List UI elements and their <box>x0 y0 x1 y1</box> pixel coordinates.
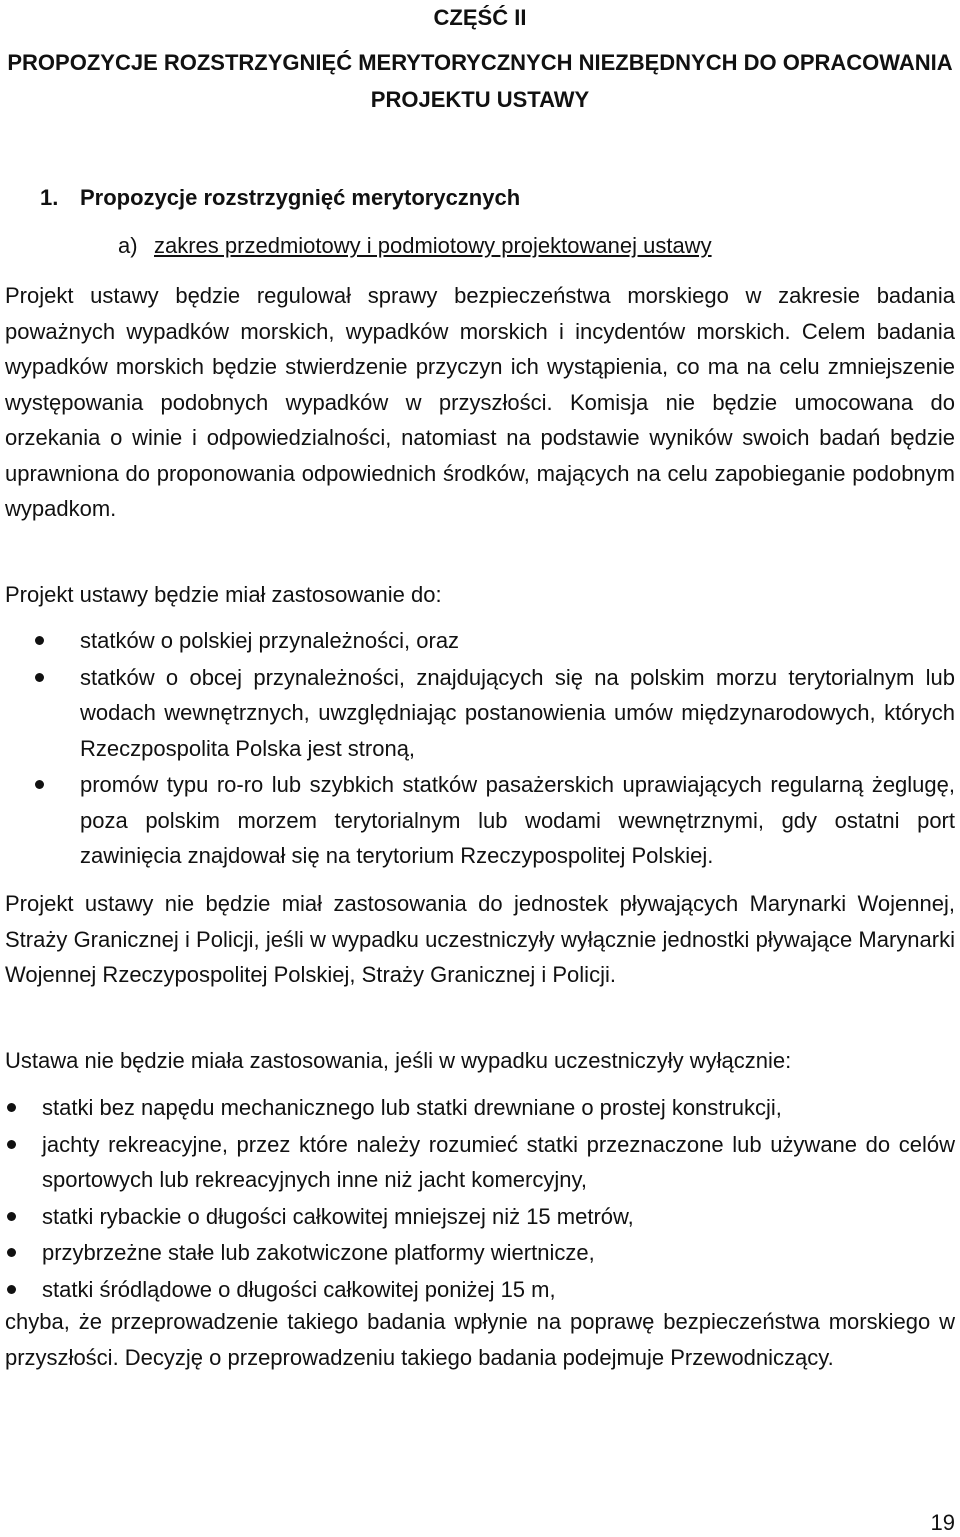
exclusions-intro-paragraph: Ustawa nie będzie miała zastosowania, jeśli w wypadku uczestniczyły wyłącznie: <box>5 1048 792 1073</box>
subsection-label: a) <box>118 233 138 258</box>
bullet-icon <box>7 1248 16 1257</box>
bullet-icon <box>7 1285 16 1294</box>
list-item <box>42 1127 955 1198</box>
page-number: 19 <box>930 1510 955 1535</box>
bullet-icon <box>7 1140 16 1149</box>
bullet-icon <box>35 636 44 645</box>
list-item <box>42 1199 955 1235</box>
list-item-text: jachty rekreacyjne, przez które należy rozumieć statki przeznaczone lub używane do celów sportowych lub rekreacyjnych inne niż jacht komercyjny, <box>42 1131 955 1192</box>
subsection-heading <box>118 228 712 264</box>
list-item-text: statki bez napędu mechanicznego lub statki drewniane o prostej konstrukcji, <box>42 1095 782 1120</box>
list-item <box>80 660 955 767</box>
subsection-title: zakres przedmiotowy i podmiotowy projektowanej ustawy <box>154 233 712 258</box>
list-item-text: statków o obcej przynależności, znajdujących się na polskim morzu terytorialnym lub wodach wewnętrznych, uwzględniając postanowienia umów międzynarodowych, których Rzeczpospolita Polska jest stroną, <box>80 664 955 761</box>
list-item <box>80 767 955 874</box>
closing-paragraph: chyba, że przeprowadzenie takiego badania wpłynie na poprawę bezpieczeństwa morskiego w przyszłości. Decyzję o przeprowadzeniu takiego badania podejmuje Przewodniczący. <box>5 1309 955 1370</box>
document-title: PROPOZYCJE ROZSTRZYGNIĘĆ MERYTORYCZNYCH NIEZBĘDNYCH DO OPRACOWANIA PROJEKTU USTAWY <box>7 50 953 112</box>
section-title: Propozycje rozstrzygnięć merytorycznych <box>80 185 521 210</box>
scope-paragraph: Projekt ustawy będzie regulował sprawy bezpieczeństwa morskiego w zakresie badania poważnych wypadków morskich, wypadków morskich i incydentów morskich. Celem badania wypadków morskich będzie stwierdzenie przyczyn ich wystąpienia, co ma na celu zmniejszenie występowania podobnych wypadków w przyszłości. Komisja nie będzie umocowana do orzekania o winie i odpowiedzialności, natomiast na podstawie wyników swoich badań będzie uprawniona do proponowania odpowiednich środków, mających na celu zapobieganie podobnym wypadkom. <box>5 283 955 521</box>
list-item <box>42 1090 955 1126</box>
list-item <box>42 1235 955 1271</box>
applies-intro-paragraph: Projekt ustawy będzie miał zastosowanie do: <box>5 582 442 607</box>
section-number: 1. <box>40 185 59 210</box>
bullet-icon <box>7 1103 16 1112</box>
bullet-icon <box>35 780 44 789</box>
bullet-icon <box>7 1212 16 1221</box>
list-item-text: przybrzeżne stałe lub zakotwiczone platformy wiertnicze, <box>42 1240 595 1265</box>
bullet-icon <box>35 673 44 682</box>
list-item <box>42 1272 955 1308</box>
part-heading: CZĘŚĆ II <box>433 5 527 30</box>
list-item-text: promów typu ro-ro lub szybkich statków pasażerskich uprawiających regularną żeglugę, poza polskim morzem terytorialnym lub wodami wewnętrznymi, gdy ostatni port zawinięcia znajdował się na terytorium Rzeczypospolitej Polskiej. <box>80 772 955 868</box>
list-item-text: statków o polskiej przynależności, oraz <box>80 628 460 653</box>
not-applies-paragraph: Projekt ustawy nie będzie miał zastosowania do jednostek pływających Marynarki Wojennej, Straży Granicznej i Policji, jeśli w wypadku uczestniczyły wyłącznie jednostki pływające Marynarki Wojennej Rzeczypospolitej Polskiej, Straży Granicznej i Policji. <box>5 891 955 987</box>
exclusions-list <box>42 1090 955 1307</box>
list-item-text: statki rybackie o długości całkowitej mniejszej niż 15 metrów, <box>42 1203 634 1229</box>
list-item <box>80 623 955 659</box>
applies-list <box>80 623 955 874</box>
section-heading <box>40 180 520 216</box>
list-item-text: statki śródlądowe o długości całkowitej poniżej 15 m, <box>42 1276 556 1302</box>
